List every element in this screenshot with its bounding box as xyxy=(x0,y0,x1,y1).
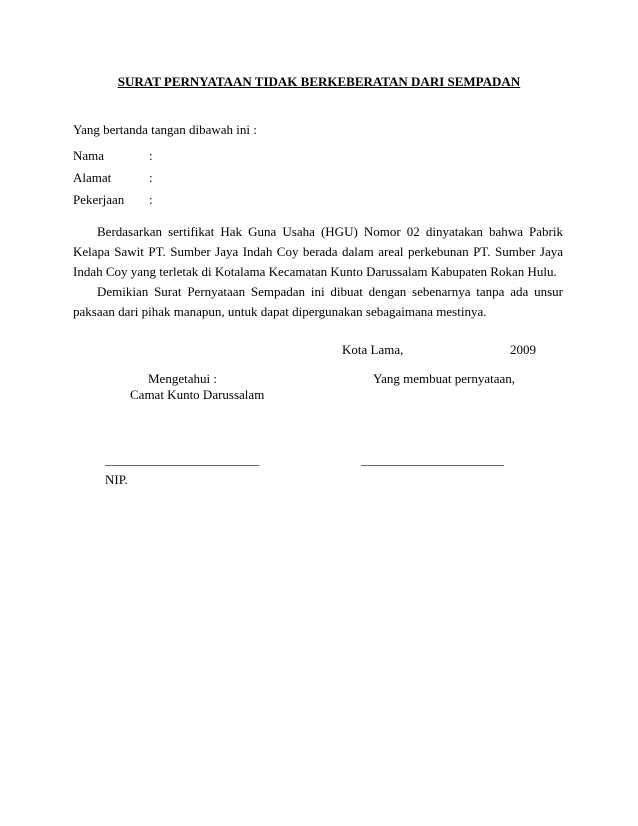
field-colon-pekerjaan: : xyxy=(149,192,153,207)
left-signer-heading: Mengetahui : xyxy=(148,371,217,386)
field-label-nama: Nama xyxy=(73,148,105,163)
place-label: Kota Lama, xyxy=(342,342,404,357)
field-colon-nama: : xyxy=(149,148,153,163)
document-title: SURAT PERNYATAAN TIDAK BERKEBERATAN DARI SEMPADAN xyxy=(117,74,521,89)
left-signature-line: ___________________________ xyxy=(105,453,259,467)
left-signer-role: Camat Kunto Darussalam xyxy=(130,387,265,402)
year-label: 2009 xyxy=(510,342,536,357)
field-label-pekerjaan: Pekerjaan xyxy=(73,192,125,207)
right-signature-line: _________________________ xyxy=(361,453,504,467)
right-signer-heading: Yang membuat pernyataan, xyxy=(373,371,516,386)
paragraph-statement: Berdasarkan sertifikat Hak Guna Usaha (HGU) Nomor 02 dinyatakan bahwa Pabrik Kelapa Sawit PT. Sumber Jaya Indah Coy berada dalam areal perkebunan PT. Sumber Jaya Indah Coy yang terletak di Kotalama Kecamatan Kunto Darussalam Kabupaten Rokan Hulu. xyxy=(73,224,563,279)
left-signer-nip: NIP. xyxy=(105,472,128,487)
field-label-alamat: Alamat xyxy=(73,170,112,185)
intro-text: Yang bertanda tangan dibawah ini : xyxy=(73,122,257,137)
field-colon-alamat: : xyxy=(149,170,153,185)
paragraph-closing: Demikian Surat Pernyataan Sempadan ini dibuat dengan sebenarnya tanpa ada unsur paksaan dari pihak manapun, untuk dapat dipergunakan sebagaimana mestinya. xyxy=(73,284,563,319)
